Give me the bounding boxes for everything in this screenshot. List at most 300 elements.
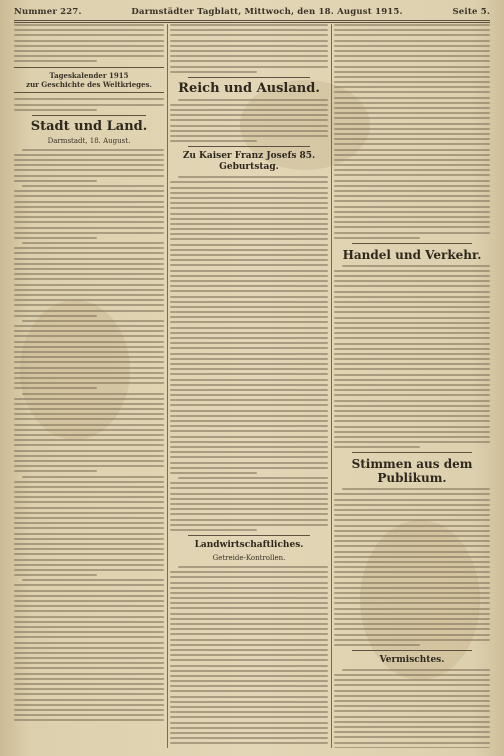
text-line: [14, 341, 164, 343]
section-heading: Handel und Verkehr.: [342, 247, 482, 262]
text-line: [334, 582, 490, 584]
text-line: [14, 657, 164, 659]
calendar-box: [14, 67, 164, 93]
text-line: [334, 296, 490, 298]
text-line: [334, 200, 490, 202]
text-line: [334, 415, 490, 417]
text-line: [14, 548, 164, 550]
text-line: [334, 389, 490, 391]
text-line: [170, 592, 328, 594]
text-line: [334, 353, 490, 355]
text-line: [170, 192, 328, 194]
text-line: [14, 221, 164, 223]
text-line: [14, 330, 164, 332]
text-line: [334, 613, 490, 615]
text-line: [14, 444, 164, 446]
text-line: [14, 424, 164, 426]
text-line: [334, 716, 490, 718]
text-line: [14, 273, 164, 275]
text-line: [14, 216, 164, 218]
text-line: [170, 130, 328, 132]
text-line: [170, 654, 328, 656]
text-line: [14, 662, 164, 664]
text-line: [334, 50, 490, 52]
text-line: [334, 400, 490, 402]
text-line: [334, 311, 490, 313]
text-line: [170, 238, 328, 240]
page-number: Seite 5.: [452, 7, 490, 17]
text-line: [170, 218, 328, 220]
text-line: [14, 507, 164, 509]
text-line: [334, 726, 490, 728]
text-line: [334, 226, 490, 228]
text-line: [334, 379, 490, 381]
text-line: [170, 649, 328, 651]
text-line: [170, 202, 328, 204]
text-line: [334, 426, 490, 428]
text-line: [170, 623, 328, 625]
text-line: [170, 711, 328, 713]
text-line: [14, 434, 164, 436]
text-line: [170, 571, 328, 573]
text-line: [170, 690, 328, 692]
text-line: [334, 174, 490, 176]
text-line: [342, 265, 490, 267]
text-line: [334, 128, 490, 130]
text-line: [170, 384, 328, 386]
text-line: [334, 117, 490, 119]
text-line: [170, 498, 328, 500]
text-line: [178, 477, 328, 479]
text-line: [170, 207, 328, 209]
text-line: [14, 688, 164, 690]
text-line: [170, 441, 328, 443]
section-separator: [352, 650, 472, 651]
text-line: [14, 34, 164, 36]
text-line: [334, 436, 490, 438]
text-line: [334, 211, 490, 213]
text-line: [334, 525, 490, 527]
text-line: [14, 460, 164, 462]
text-line: [170, 197, 328, 199]
text-line: [178, 566, 328, 568]
text-line: [334, 159, 490, 161]
article-subheading: Getreide-Kontrollen.: [212, 553, 286, 562]
text-line: [170, 722, 328, 724]
text-line: [334, 571, 490, 573]
text-line: [22, 185, 164, 187]
column-divider: [331, 24, 332, 748]
text-line: [14, 408, 164, 410]
text-line: [14, 367, 164, 369]
text-line: [14, 491, 164, 493]
text-line: [14, 252, 164, 254]
text-line: [170, 55, 328, 57]
text-line: [14, 289, 164, 291]
text-line: [14, 164, 164, 166]
text-line: [170, 696, 328, 698]
text-line: [14, 227, 164, 229]
text-line: [334, 76, 490, 78]
text-line: [170, 487, 328, 489]
text-line: [170, 732, 328, 734]
text-line: [334, 499, 490, 501]
text-line: [334, 384, 490, 386]
text-line: [14, 169, 164, 171]
text-line: [14, 351, 164, 353]
text-line: [170, 104, 328, 106]
section-separator: [352, 452, 472, 453]
text-line: [334, 540, 490, 542]
text-line: [334, 530, 490, 532]
text-line: [334, 747, 490, 748]
text-line: [170, 290, 328, 292]
text-line: [170, 181, 328, 183]
text-line: [14, 29, 164, 31]
text-line: [334, 107, 490, 109]
section-heading: Reich und Ausland.: [178, 80, 320, 96]
text-line: [334, 143, 490, 145]
text-line: [14, 693, 164, 695]
section-heading: Stimmen aus dem Publikum.: [351, 457, 473, 486]
text-line: [334, 138, 490, 140]
text-line: [170, 306, 328, 308]
text-line: [14, 278, 164, 280]
masthead-title: Darmstädter Tagblatt, Mittwoch, den 18. August 1915.: [131, 7, 403, 17]
text-line: [14, 439, 164, 441]
text-line: [14, 247, 164, 249]
section-separator: [352, 243, 472, 244]
text-line: [170, 342, 328, 344]
text-line: [334, 608, 490, 610]
text-line: [334, 237, 420, 239]
text-line: [170, 223, 328, 225]
text-line: [334, 216, 490, 218]
text-line: [334, 322, 490, 324]
text-line: [14, 501, 164, 503]
text-line: [334, 679, 490, 681]
text-line: [334, 221, 490, 223]
text-line: [14, 159, 164, 161]
text-line: [170, 389, 328, 391]
text-line: [170, 66, 328, 68]
text-line: [14, 429, 164, 431]
text-line: [170, 50, 328, 52]
text-line: [14, 211, 164, 213]
text-line: [334, 133, 490, 135]
text-line: [334, 519, 490, 521]
text-line: [170, 513, 328, 515]
text-line: [334, 270, 490, 272]
text-line: [334, 705, 490, 707]
text-line: [170, 233, 328, 235]
text-line: [170, 394, 328, 396]
text-line: [170, 456, 328, 458]
text-line: [14, 104, 164, 106]
text-line: [170, 446, 328, 448]
text-line: [14, 315, 97, 317]
text-line: [14, 605, 164, 607]
text-line: [14, 621, 164, 623]
masthead-rule: [14, 22, 490, 23]
text-line: [14, 335, 164, 337]
text-line: [170, 399, 328, 401]
section-separator: [188, 146, 310, 147]
text-line: [170, 187, 328, 189]
text-line: [14, 538, 164, 540]
issue-number: Nummer 227.: [14, 7, 82, 17]
text-line: [170, 40, 328, 42]
text-line: [170, 34, 328, 36]
calendar-title: Tageskalender 1915: [49, 71, 129, 81]
text-line: [334, 102, 490, 104]
text-line: [334, 684, 490, 686]
text-line: [14, 533, 164, 535]
text-line: [14, 647, 164, 649]
text-line: [170, 607, 328, 609]
text-line: [334, 29, 490, 31]
text-line: [170, 125, 328, 127]
text-line: [22, 579, 164, 581]
text-line: [334, 291, 490, 293]
text-line: [334, 337, 490, 339]
text-line: [170, 301, 328, 303]
text-line: [14, 574, 97, 576]
text-line: [14, 310, 164, 312]
text-line: [334, 431, 490, 433]
text-line: [170, 71, 257, 73]
text-line: [170, 628, 328, 630]
text-line: [14, 709, 164, 711]
text-line: [14, 517, 164, 519]
text-line: [14, 403, 164, 405]
text-line: [170, 680, 328, 682]
text-line: [170, 327, 328, 329]
text-line: [14, 377, 164, 379]
text-line: [170, 379, 328, 381]
text-line: [334, 623, 490, 625]
text-line: [14, 413, 164, 415]
text-line: [334, 446, 420, 448]
text-line: [334, 618, 490, 620]
text-line: [14, 543, 164, 545]
calendar-subtitle: zur Geschichte des Weltkrieges.: [26, 80, 152, 90]
text-line: [14, 180, 97, 182]
column-middle: [170, 24, 328, 748]
text-line: [14, 206, 164, 208]
column-left: [14, 24, 164, 748]
section-separator: [188, 535, 310, 536]
text-line: [170, 675, 328, 677]
text-line: [170, 436, 328, 438]
text-line: [14, 263, 164, 265]
text-line: [334, 420, 490, 422]
text-line: [14, 304, 164, 306]
text-line: [334, 736, 490, 738]
text-line: [170, 582, 328, 584]
text-line: [22, 149, 164, 151]
column-divider: [167, 24, 168, 748]
text-line: [170, 264, 328, 266]
text-line: [14, 714, 164, 716]
text-line: [14, 512, 164, 514]
text-line: [170, 462, 328, 464]
text-line: [334, 180, 490, 182]
text-line: [170, 737, 328, 739]
text-line: [170, 311, 328, 313]
text-line: [334, 363, 490, 365]
text-line: [14, 455, 164, 457]
text-line: [14, 610, 164, 612]
text-line: [170, 742, 328, 744]
text-line: [170, 296, 328, 298]
text-line: [170, 587, 328, 589]
text-line: [334, 327, 490, 329]
text-line: [170, 24, 328, 26]
text-line: [334, 710, 490, 712]
column-right: [334, 24, 490, 748]
text-line: [170, 701, 328, 703]
text-line: [14, 678, 164, 680]
text-line: [334, 332, 490, 334]
text-line: [334, 112, 490, 114]
text-line: [334, 34, 490, 36]
text-line: [170, 503, 328, 505]
text-line: [170, 347, 328, 349]
text-line: [334, 441, 490, 443]
text-line: [170, 425, 328, 427]
text-line: [170, 467, 328, 469]
text-line: [14, 719, 164, 721]
section-separator: [32, 115, 146, 116]
article-heading: Zu Kaiser Franz Josefs 85. Geburtstag.: [182, 151, 316, 173]
text-line: [334, 285, 490, 287]
text-line: [14, 418, 164, 420]
text-line: [170, 665, 328, 667]
text-line: [14, 232, 164, 234]
text-line: [334, 576, 490, 578]
text-line: [14, 195, 164, 197]
text-line: [14, 699, 164, 701]
text-line: [334, 91, 490, 93]
text-line: [334, 592, 490, 594]
text-line: [178, 99, 328, 101]
text-line: [170, 249, 328, 251]
text-line: [170, 633, 328, 635]
text-line: [334, 40, 490, 42]
text-line: [170, 373, 328, 375]
text-line: [170, 363, 328, 365]
text-line: [334, 535, 490, 537]
text-line: [170, 451, 328, 453]
text-line: [14, 470, 97, 472]
text-line: [334, 275, 490, 277]
text-line: [334, 509, 490, 511]
text-line: [170, 358, 328, 360]
text-line: [334, 348, 490, 350]
text-line: [14, 569, 164, 571]
text-line: [334, 60, 490, 62]
text-line: [14, 595, 164, 597]
text-line: [14, 683, 164, 685]
text-line: [14, 154, 164, 156]
text-line: [170, 244, 328, 246]
text-line: [14, 109, 97, 111]
text-line: [14, 616, 164, 618]
text-line: [170, 706, 328, 708]
text-line: [14, 398, 164, 400]
text-line: [334, 164, 490, 166]
text-line: [334, 493, 490, 495]
text-line: [334, 514, 490, 516]
text-line: [334, 394, 490, 396]
text-line: [22, 242, 164, 244]
text-line: [334, 644, 420, 646]
text-line: [334, 602, 490, 604]
text-line: [170, 597, 328, 599]
text-line: [170, 644, 328, 646]
text-line: [22, 320, 164, 322]
text-line: [334, 206, 490, 208]
text-line: [22, 393, 164, 395]
text-line: [14, 642, 164, 644]
text-line: [14, 40, 164, 42]
text-line: [334, 551, 490, 553]
text-line: [334, 731, 490, 733]
text-line: [170, 140, 257, 142]
text-line: [334, 71, 490, 73]
text-line: [334, 721, 490, 723]
text-line: [170, 748, 328, 749]
text-line: [14, 626, 164, 628]
text-line: [334, 306, 490, 308]
text-line: [170, 213, 328, 215]
text-line: [14, 636, 164, 638]
text-line: [14, 356, 164, 358]
text-line: [14, 527, 164, 529]
text-line: [170, 410, 328, 412]
text-line: [14, 486, 164, 488]
text-line: [14, 325, 164, 327]
text-line: [334, 280, 490, 282]
masthead: [14, 5, 490, 19]
text-line: [334, 169, 490, 171]
text-line: [170, 670, 328, 672]
text-line: [14, 98, 164, 100]
text-line: [334, 561, 490, 563]
text-line: [334, 149, 490, 151]
text-line: [334, 55, 490, 57]
text-line: [14, 268, 164, 270]
text-line: [334, 628, 490, 630]
text-line: [170, 135, 328, 137]
text-line: [14, 372, 164, 374]
text-line: [14, 24, 164, 26]
text-line: [342, 669, 490, 671]
text-line: [14, 190, 164, 192]
text-line: [170, 524, 328, 526]
text-line: [14, 667, 164, 669]
text-line: [14, 382, 164, 384]
text-line: [170, 685, 328, 687]
text-line: [334, 566, 490, 568]
text-line: [170, 45, 328, 47]
text-line: [14, 631, 164, 633]
text-line: [170, 254, 328, 256]
text-line: [334, 374, 490, 376]
text-line: [14, 496, 164, 498]
masthead-rule: [14, 20, 490, 21]
